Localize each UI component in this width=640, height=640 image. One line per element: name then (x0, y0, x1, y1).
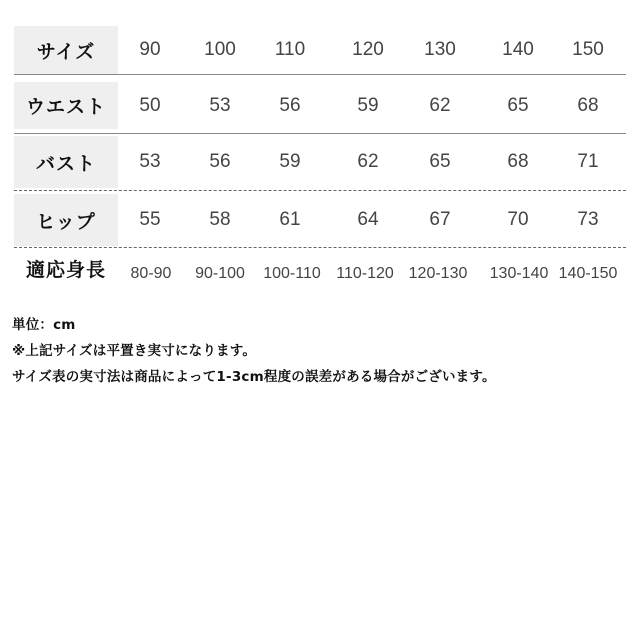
unit-note: 単位：cm (12, 317, 76, 333)
row-header-waist: ウエスト (14, 82, 118, 129)
size-chart-table (14, 26, 626, 296)
table-cell: 110-120 (336, 265, 394, 282)
row-divider (14, 74, 626, 75)
table-cell: 100 (204, 39, 236, 60)
size-notes (12, 312, 632, 390)
table-cell: 80-90 (130, 265, 172, 282)
row-divider (14, 133, 626, 134)
table-cell: 65 (507, 94, 529, 116)
table-row-bust (14, 136, 626, 188)
table-cell: 68 (507, 151, 529, 172)
table-cell: 50 (139, 94, 161, 116)
table-cell: 71 (577, 151, 599, 172)
table-row-hip (14, 194, 626, 246)
table-cell: 130 (424, 39, 456, 60)
table-cell: 70 (507, 209, 529, 230)
table-row-waist (14, 82, 626, 129)
table-cell: 56 (209, 151, 231, 172)
table-cell: 140 (502, 39, 534, 60)
table-cell: 140-150 (558, 265, 618, 282)
table-cell: 100-110 (263, 265, 321, 282)
table-cell: 68 (577, 94, 599, 116)
table-cell: 120-130 (408, 265, 468, 282)
table-cell: 62 (357, 151, 379, 172)
row-header-size: サイズ (14, 26, 118, 74)
table-cell: 56 (279, 94, 301, 116)
table-cell: 67 (429, 209, 451, 230)
row-divider (14, 190, 626, 191)
table-cell: 130-140 (489, 265, 549, 282)
table-cell: 90-100 (195, 265, 245, 282)
table-cell: 64 (357, 209, 379, 230)
table-cell: 58 (209, 209, 231, 230)
table-cell: 59 (357, 94, 379, 116)
table-cell: 110 (274, 39, 306, 60)
row-header-height: 適応身長 (25, 258, 106, 281)
table-cell: 90 (139, 39, 161, 60)
table-cell: 150 (572, 39, 604, 60)
row-header-bust: バスト (14, 136, 118, 188)
table-cell: 53 (139, 151, 161, 172)
row-header-hip: ヒップ (14, 194, 118, 246)
table-cell: 73 (577, 209, 599, 230)
tolerance-note: サイズ表の実寸法は商品によって1-3cm程度の誤差がある場合がございます。 (12, 369, 496, 385)
table-cell: 62 (429, 94, 451, 116)
table-cell: 65 (429, 151, 451, 172)
table-cell: 120 (352, 39, 384, 60)
table-cell: 61 (279, 209, 301, 230)
table-row-height (14, 252, 626, 296)
table-row-size (14, 26, 626, 74)
table-cell: 55 (139, 209, 161, 230)
table-cell: 53 (209, 94, 231, 116)
table-cell: 59 (279, 151, 301, 172)
measurement-note: ※上記サイズは平置き実寸になります。 (12, 343, 257, 359)
